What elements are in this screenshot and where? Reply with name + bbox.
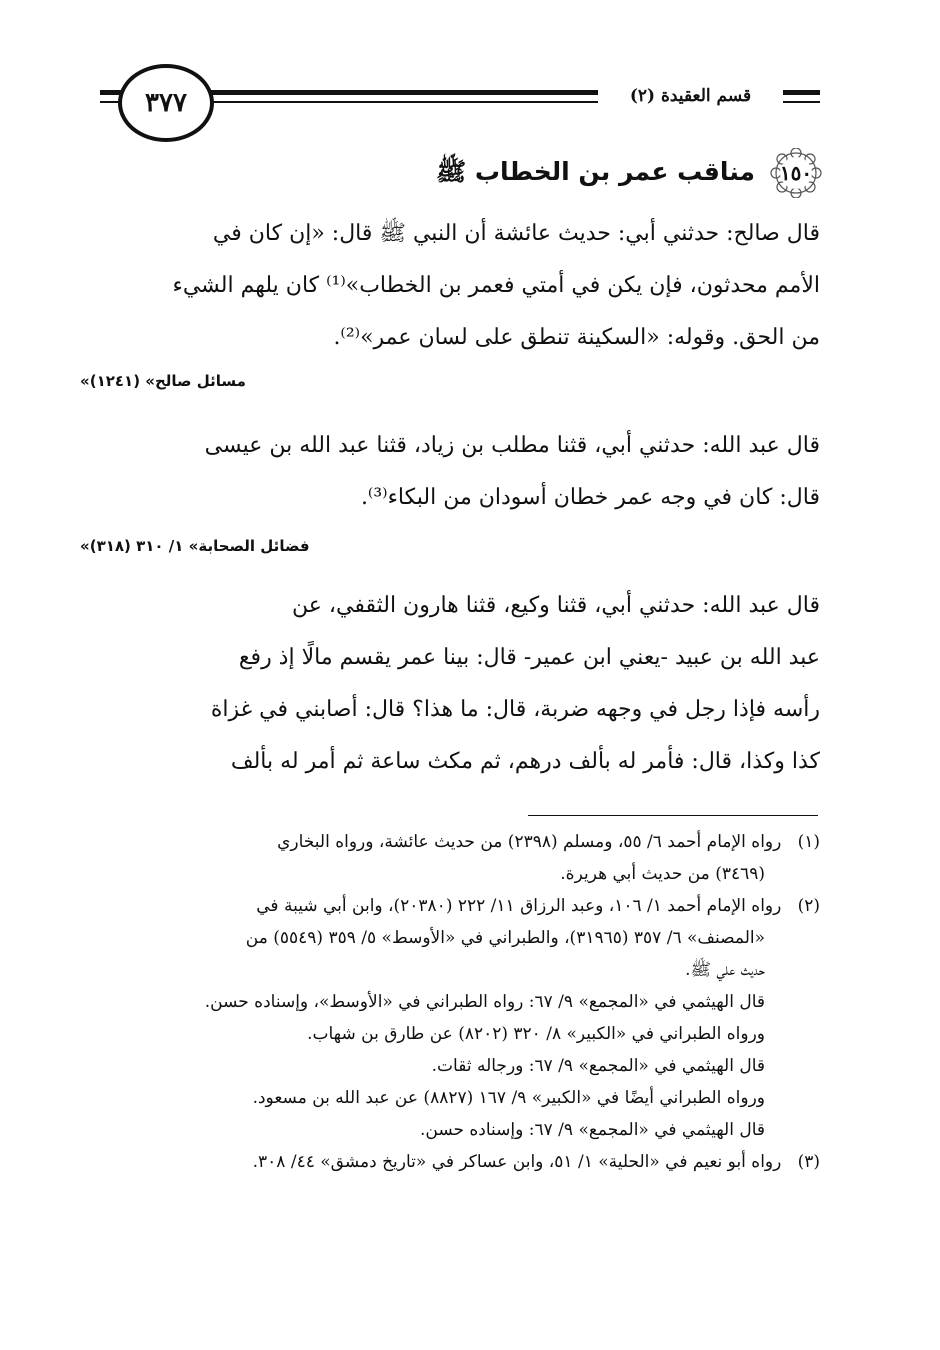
- text-line: قال عبد الله: حدثني أبي، قثنا مطلب بن زياد، قثنا عبد الله بن عيسى: [204, 433, 820, 458]
- footnote-text: رواه الإمام أحمد ٦/ ٥٥، ومسلم (٢٣٩٨) من حديث عائشة، ورواه البخاري: [277, 832, 782, 852]
- footnote-2: [80, 890, 820, 922]
- entry-2-text: [80, 420, 820, 524]
- footnote-1: [80, 826, 820, 858]
- running-title: قسم العقيدة (٢): [598, 82, 783, 110]
- footnote-line: قال الهيثمي في «المجمع» ٩/ ٦٧: ورجاله ثقات.: [431, 1056, 765, 1076]
- footnote-number: (١): [797, 832, 820, 852]
- text-line: رأسه فإذا رجل في وجهه ضربة، قال: ما هذا؟ قال: أصابني في غزاة: [210, 697, 820, 722]
- entry-2-source: «فضائل الصحابة» ١/ ٣١٠ (٣١٨): [80, 537, 310, 555]
- section-title: مناقب عمر بن الخطاب ﷺ: [435, 157, 755, 186]
- footnote-line: (٣٤٦٩) من حديث أبي هريرة.: [560, 864, 765, 884]
- footnote-separator: [528, 815, 818, 816]
- entry-number: ١٥٠: [779, 161, 813, 185]
- footnote-3: [80, 1146, 820, 1178]
- entry-number-badge: [766, 148, 826, 198]
- footnote-line: «المصنف» ٦/ ٣٥٧ (٣١٩٦٥)، والطبراني في «الأوسط» ٥/ ٣٥٩ (٥٥٤٩) من: [245, 928, 765, 948]
- text-line: الأمم محدثون، فإن يكن في أمتي فعمر بن الخطاب»⁽¹⁾ كان يلهم الشيء: [172, 273, 820, 298]
- footnote-line: حديث علي ﷺ.: [685, 960, 765, 980]
- text-line: من الحق. وقوله: «السكينة تنطق على لسان عمر»⁽²⁾.: [333, 325, 820, 350]
- footnote-line: قال الهيثمي في «المجمع» ٩/ ٦٧: رواه الطبراني في «الأوسط»، وإسناده حسن.: [204, 992, 765, 1012]
- text-line: قال صالح: حدثني أبي: حديث عائشة أن النبي ﷺ قال: «إن كان في: [212, 221, 820, 246]
- footnote-line: قال الهيثمي في «المجمع» ٩/ ٦٧: وإسناده حسن.: [419, 1120, 765, 1140]
- entry-3-text: [80, 580, 820, 788]
- text-line: قال: كان في وجه عمر خطان أسودان من البكاء⁽³⁾.: [360, 485, 820, 510]
- page-number: ٣٧٧: [118, 64, 214, 142]
- footnote-line: ورواه الطبراني في «الكبير» ٨/ ٣٢٠ (٨٢٠٢) عن طارق بن شهاب.: [307, 1024, 765, 1044]
- text-line: كذا وكذا، قال: فأمر له بألف درهم، ثم مكث ساعة ثم أمر له بألف: [230, 749, 820, 774]
- text-line: قال عبد الله: حدثني أبي، قثنا وكيع، قثنا هارون الثقفي، عن: [292, 593, 820, 618]
- entry-1-text: [80, 208, 820, 364]
- footnote-text: رواه الإمام أحمد ١/ ١٠٦، وعبد الرزاق ١١/ ٢٢٢ (٢٠٣٨٠)، وابن أبي شيبة في: [256, 896, 782, 916]
- footnote-number: (٣): [797, 1152, 820, 1172]
- footnotes: [80, 826, 820, 1178]
- text-line: عبد الله بن عبيد -يعني ابن عمير- قال: بينا عمر يقسم مالًا إذ رفع: [238, 645, 820, 670]
- entry-1-source: «مسائل صالح» (١٢٤١): [80, 372, 246, 390]
- footnote-line: ورواه الطبراني أيضًا في «الكبير» ٩/ ١٦٧ (٨٨٢٧) عن عبد الله بن مسعود.: [252, 1088, 765, 1108]
- footnote-number: (٢): [797, 896, 820, 916]
- footnote-text: رواه أبو نعيم في «الحلية» ١/ ٥١، وابن عساكر في «تاريخ دمشق» ٤٤/ ٣٠٨.: [252, 1152, 782, 1172]
